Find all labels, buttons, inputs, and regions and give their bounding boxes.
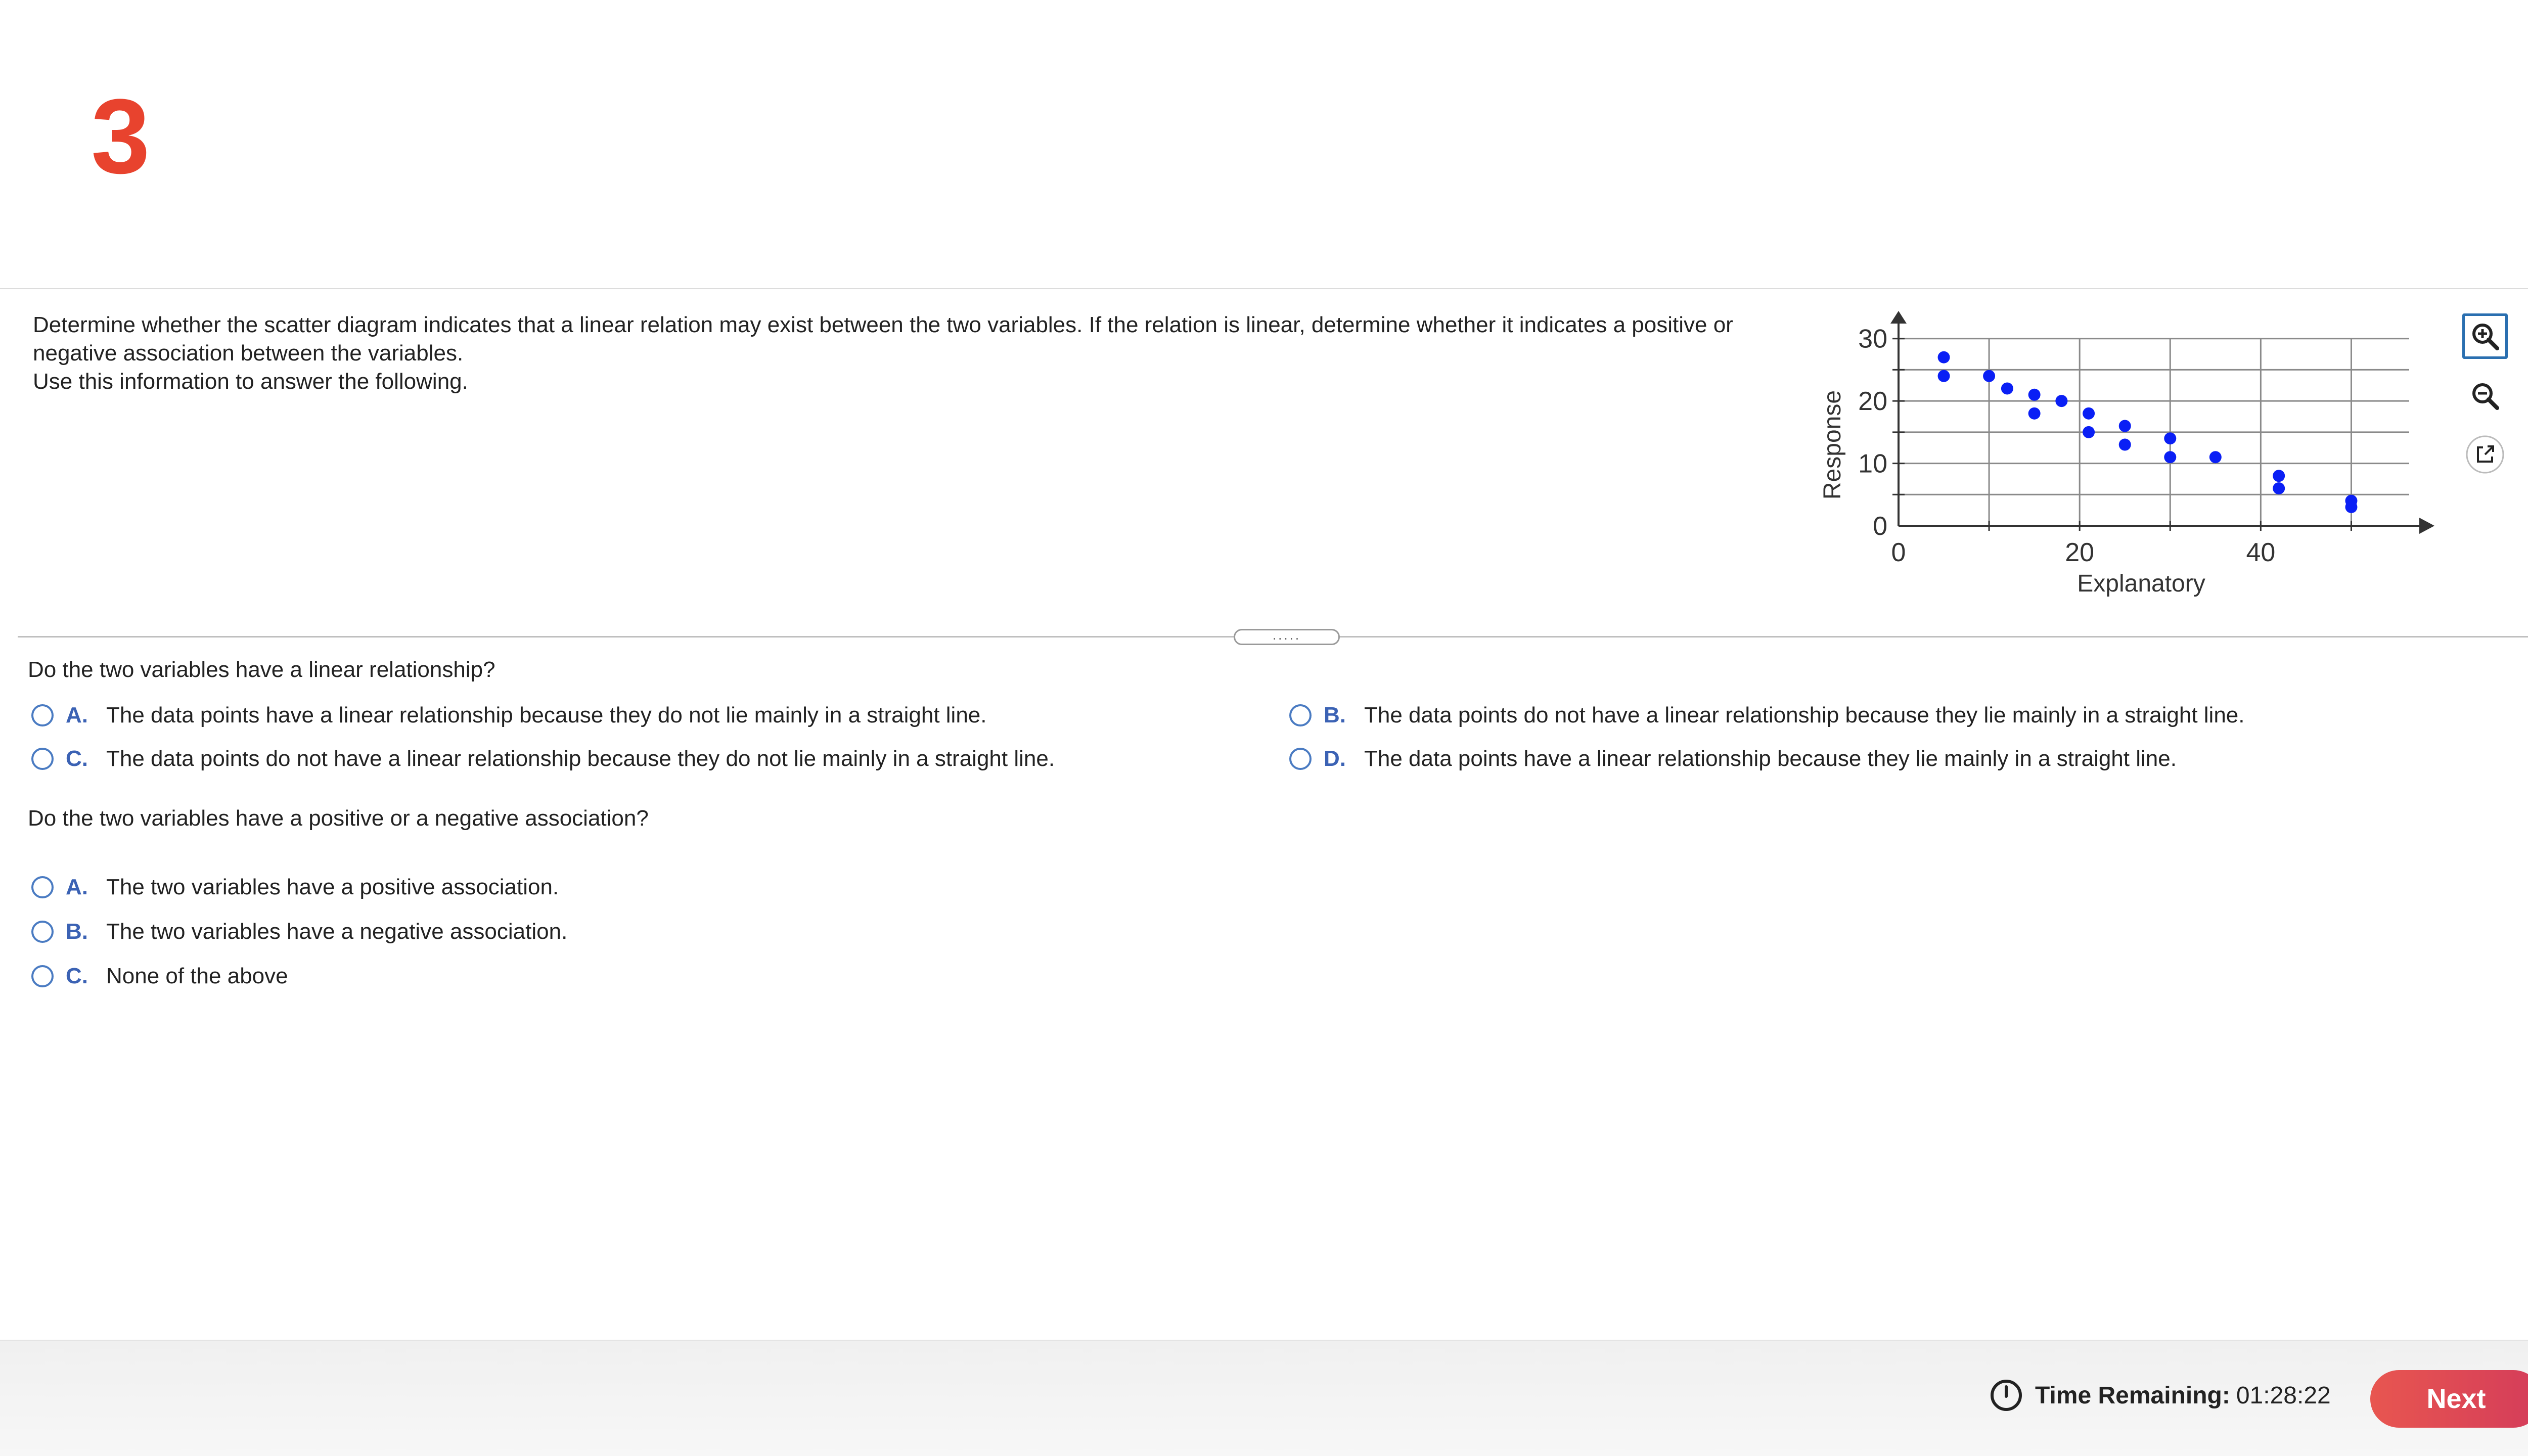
y-axis-label: Response <box>1819 390 1846 500</box>
q2-option-a[interactable] <box>31 875 559 900</box>
q1-option-d[interactable] <box>1289 746 2177 771</box>
radio-button[interactable] <box>31 965 54 987</box>
y-tick-label: 30 <box>1858 324 1887 354</box>
y-tick-label: 20 <box>1858 387 1887 417</box>
time-remaining-value: 01:28:22 <box>2236 1382 2331 1409</box>
option-letter: C. <box>66 964 88 988</box>
zoom-in-button[interactable] <box>2462 313 2508 359</box>
x-tick-label: 20 <box>2065 538 2095 567</box>
q2-option-c[interactable] <box>31 964 288 989</box>
scatter-point <box>2083 407 2095 420</box>
question-prompt <box>33 311 1813 396</box>
popout-button[interactable] <box>2462 432 2508 477</box>
scatter-point <box>1938 370 1950 382</box>
chart-grid <box>1899 339 2409 526</box>
option-text: The two variables have a negative association. <box>106 919 568 944</box>
option-letter: D. <box>1324 746 1346 771</box>
clock-icon <box>1990 1379 2023 1412</box>
option-text: The data points have a linear relationship because they lie mainly in a straight line. <box>1364 746 2177 771</box>
scatter-point <box>2119 420 2131 432</box>
header-divider <box>0 288 2528 289</box>
scatter-point <box>1983 370 1995 382</box>
scatter-point <box>2028 389 2041 401</box>
time-remaining <box>1990 1375 2331 1416</box>
zoom-in-icon <box>2470 321 2500 351</box>
pane-resize-handle[interactable]: ..... <box>1234 629 1340 645</box>
question-number: 3 <box>91 77 150 196</box>
radio-button[interactable] <box>1289 704 1312 726</box>
option-text: None of the above <box>106 964 288 988</box>
radio-button[interactable] <box>31 921 54 943</box>
x-axis-arrow-icon <box>2419 518 2434 534</box>
scatter-point <box>2164 451 2176 463</box>
scatter-point <box>2273 482 2285 494</box>
scatter-point <box>2345 501 2357 513</box>
zoom-out-button[interactable] <box>2462 373 2508 419</box>
q1-option-c[interactable] <box>31 746 1055 771</box>
option-letter: B. <box>1324 703 1346 727</box>
radio-button[interactable] <box>31 704 54 726</box>
option-text: The data points do not have a linear relationship because they do not lie mainly in a straight line. <box>106 746 1055 771</box>
radio-button[interactable] <box>1289 748 1312 770</box>
scatter-point <box>2119 439 2131 451</box>
scatter-point <box>2055 395 2067 407</box>
q1-option-b[interactable] <box>1289 703 2245 728</box>
option-letter: C. <box>66 746 88 771</box>
question-2-text: Do the two variables have a positive or a negative association? <box>28 806 649 831</box>
x-tick-label: 0 <box>1891 538 1906 567</box>
q2-option-b[interactable] <box>31 919 567 944</box>
x-tick-label: 40 <box>2246 538 2276 567</box>
open-in-new-window-icon <box>2465 434 2505 475</box>
y-tick-label: 0 <box>1873 512 1887 541</box>
radio-button[interactable] <box>31 748 54 770</box>
option-letter: B. <box>66 919 88 944</box>
scatter-point <box>2209 451 2222 463</box>
option-letter: A. <box>66 875 88 899</box>
scatter-point <box>2273 470 2285 482</box>
prompt-instruction: Use this information to answer the following. <box>33 369 468 394</box>
prompt-text: Determine whether the scatter diagram indicates that a linear relation may exist between the two variables. If the relation is linear, determine whether it indicates a positive or negative association between the variables. <box>33 312 1733 366</box>
question-1-text: Do the two variables have a linear relationship? <box>28 657 495 682</box>
x-axis-label: Explanatory <box>2077 570 2205 597</box>
scatter-point <box>2083 426 2095 438</box>
radio-button[interactable] <box>31 876 54 898</box>
scatter-point <box>1938 351 1950 363</box>
zoom-out-icon <box>2470 381 2500 411</box>
option-text: The two variables have a positive association. <box>106 875 559 899</box>
option-text: The data points have a linear relationship because they do not lie mainly in a straight line. <box>106 703 987 727</box>
scatter-point <box>2028 407 2041 420</box>
scatter-point <box>2164 432 2176 444</box>
option-letter: A. <box>66 703 88 727</box>
scatter-point <box>2001 382 2013 394</box>
y-axis-arrow-icon <box>1890 311 1907 324</box>
y-tick-label: 10 <box>1858 449 1887 479</box>
option-text: The data points do not have a linear relationship because they lie mainly in a straight line. <box>1364 703 2245 727</box>
q1-option-a[interactable] <box>31 703 987 728</box>
next-button[interactable]: Next <box>2370 1370 2528 1428</box>
scatter-chart <box>1800 311 2447 609</box>
time-remaining-label: Time Remaining: <box>2035 1382 2230 1409</box>
